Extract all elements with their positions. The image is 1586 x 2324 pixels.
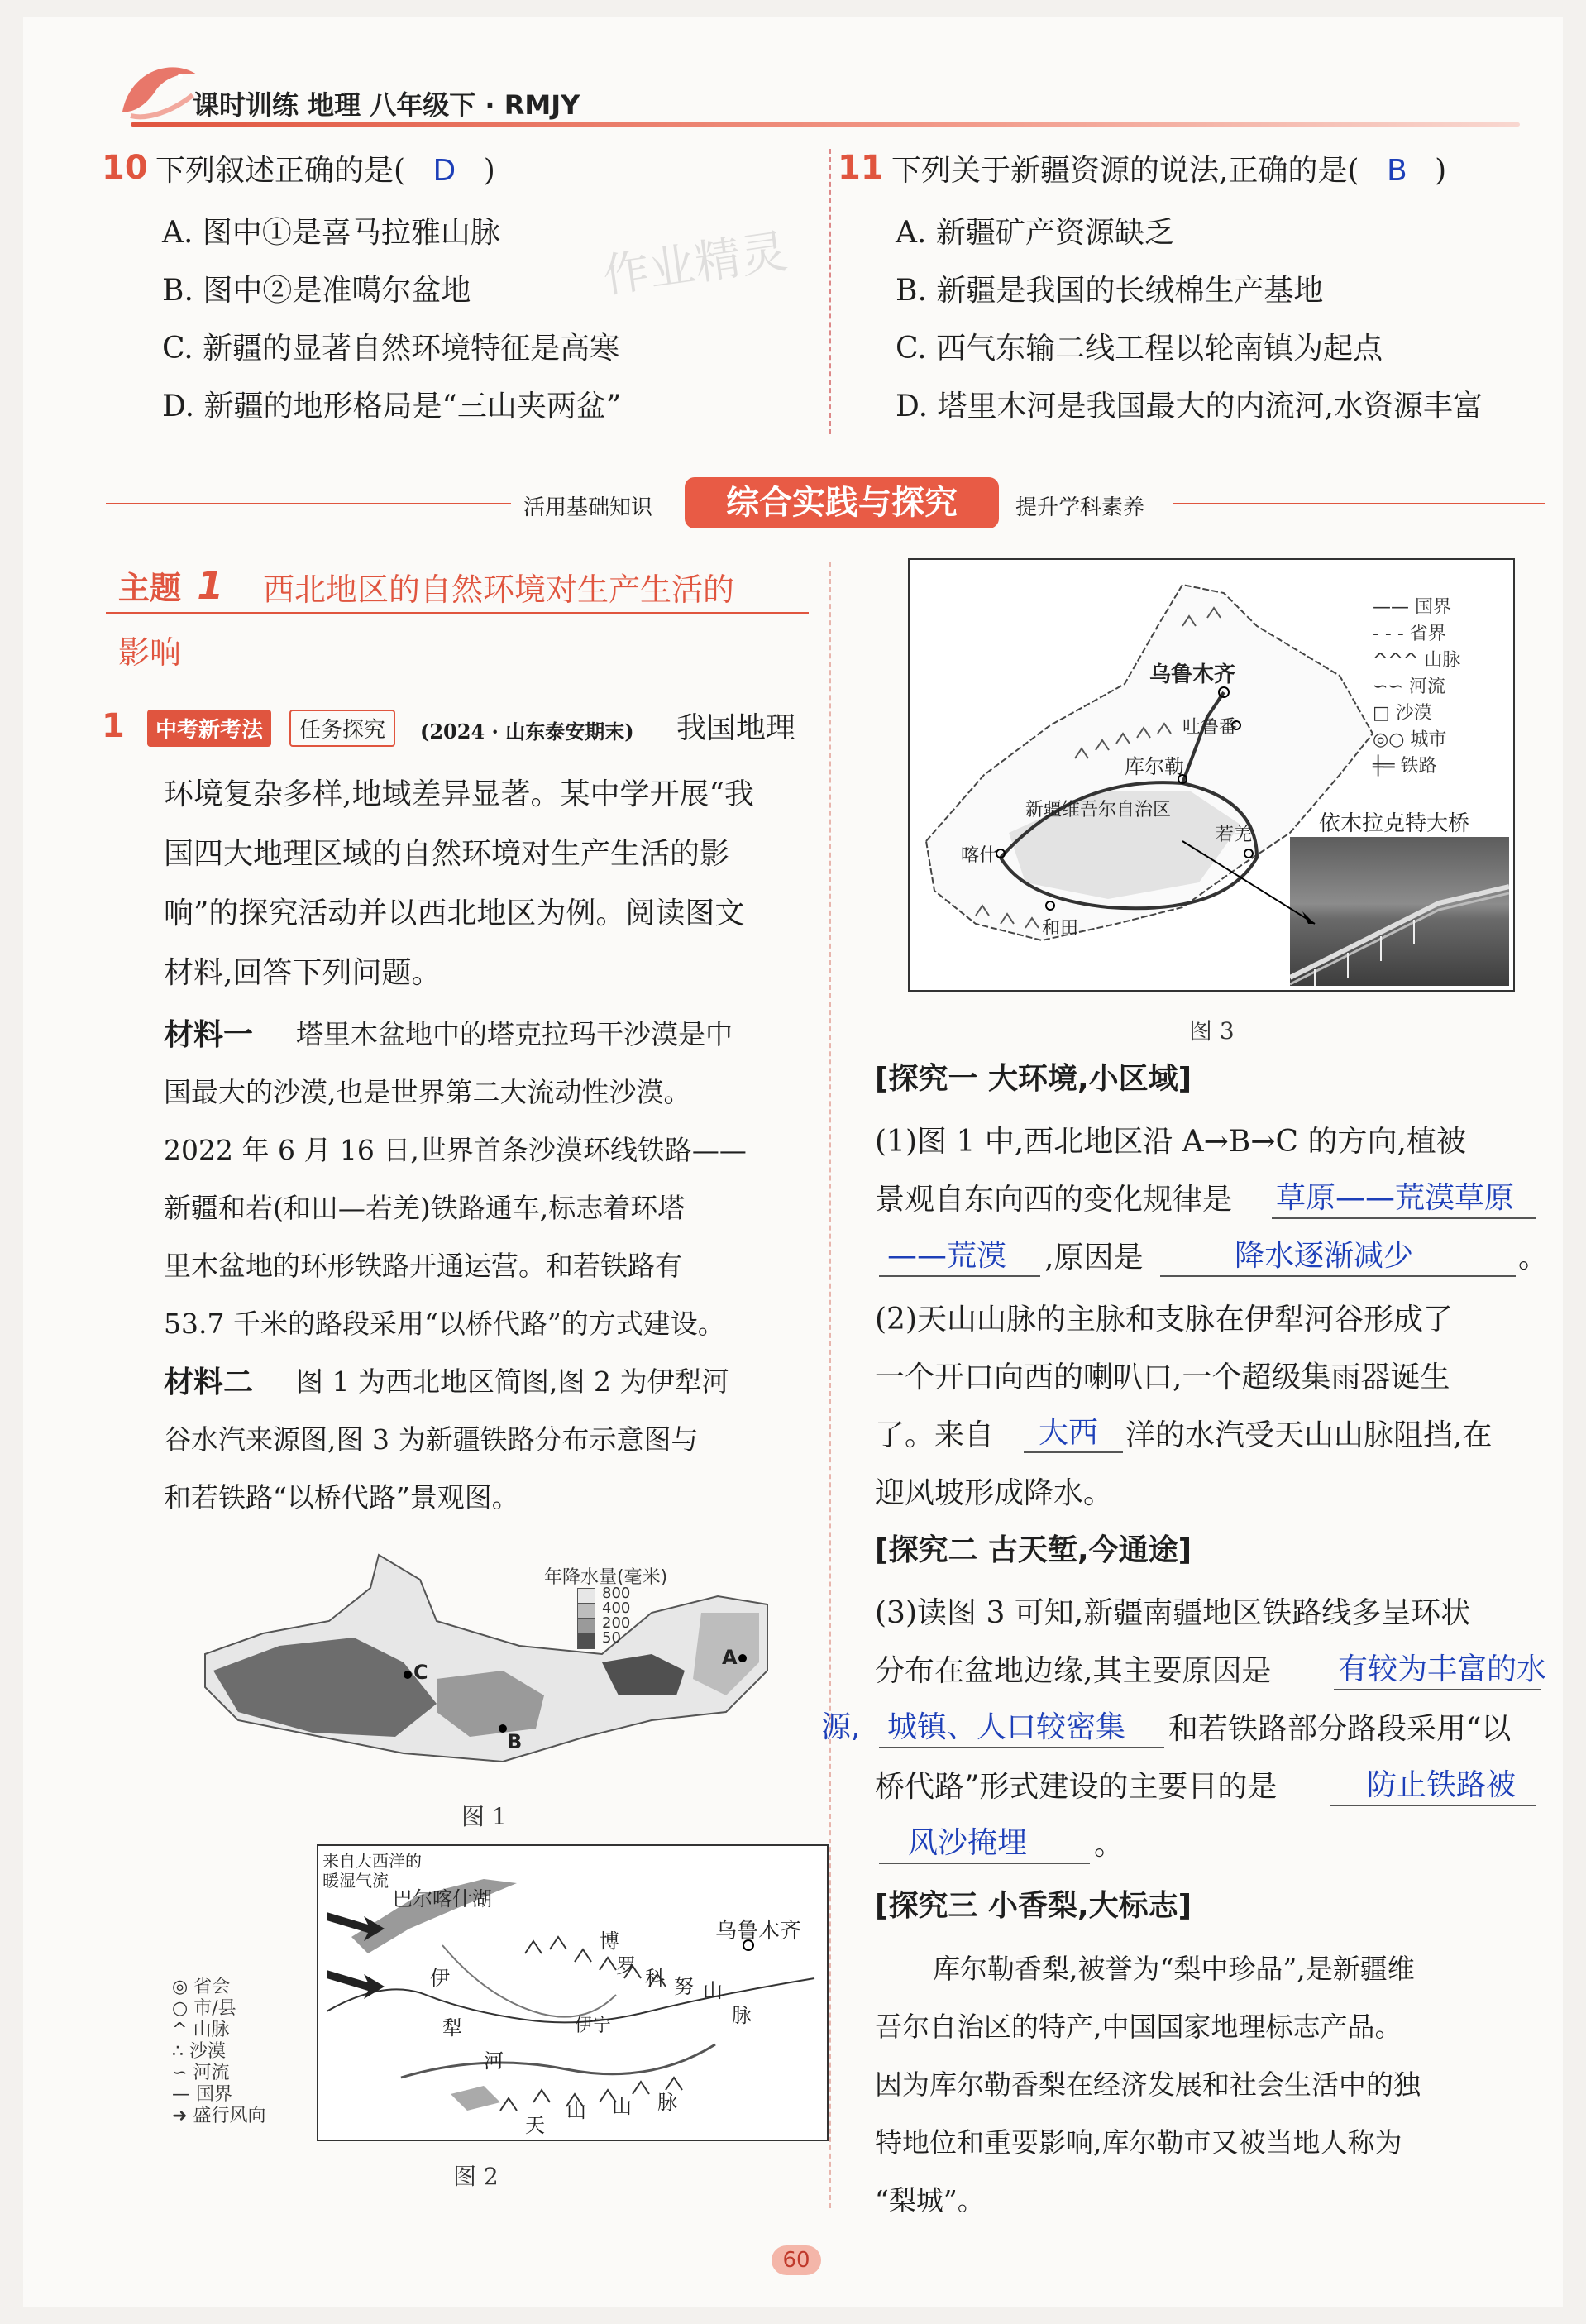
point-a-label: A — [722, 1646, 738, 1669]
bracket-right: ] — [1178, 1533, 1192, 1567]
legend-swatch-200 — [577, 1618, 595, 1634]
legend-value-400: 400 — [602, 1600, 631, 1617]
legend-value-800: 800 — [602, 1585, 631, 1602]
material-2-line-0: 图 1 为西北地区简图,图 2 为伊犁河 — [296, 1365, 729, 1398]
legend-label: 省会 — [193, 1977, 231, 1997]
legend-city: ○ 市/县 — [172, 1998, 236, 2019]
question-1-line-2: 国四大地理区域的自然环境对生产生活的影 — [164, 837, 730, 871]
legend-desert: □ 沙漠 — [1373, 703, 1432, 724]
inquiry-3-title-text: 探究三 小香梨,大标志 — [888, 1889, 1178, 1923]
inquiry-2-title — [875, 1526, 1192, 1576]
photo-title: 依木拉克特大桥 — [1319, 811, 1470, 836]
mountain-s-char-3: 山 — [612, 2095, 632, 2118]
tag-task: 任务探究 — [289, 710, 395, 747]
question-1-source: (2024 · 山东泰安期末) — [420, 720, 634, 744]
stem-text: 下列叙述正确的是( — [155, 154, 406, 188]
arrow-2 — [327, 1970, 385, 1999]
material-2-line-1: 谷水汽来源图,图 3 为新疆铁路分布示意图与 — [164, 1423, 699, 1456]
question-1-line-3: 响”的探究活动并以西北地区为例。阅读图文 — [164, 897, 745, 930]
legend-label: 铁路 — [1400, 756, 1437, 777]
point-c-label: C — [413, 1661, 428, 1684]
pointer-arrow-icon — [1174, 833, 1340, 932]
point-c-marker — [404, 1671, 412, 1679]
question-11-option-a: A. 新疆矿产资源缺乏 — [896, 216, 1174, 250]
inquiry-2-q3-answer-1: 有较为丰富的水 — [1338, 1652, 1547, 1686]
inquiry-3-line-4: “梨城”。 — [875, 2184, 985, 2216]
figure-2-legend — [172, 1973, 304, 2138]
legend-swatch-50 — [577, 1633, 595, 1649]
mountain-s-char-2: 山 — [566, 2099, 586, 2122]
figure-1-caption: 图 1 — [461, 1803, 507, 1830]
figure-1-legend — [544, 1563, 709, 1654]
answer-underline — [1330, 1805, 1536, 1806]
mountain-n-char-2: 罗 — [616, 1954, 636, 1977]
legend-value-200: 200 — [602, 1614, 631, 1632]
legend-label: 沙漠 — [189, 2041, 227, 2062]
watermark: 作业精灵 — [600, 224, 791, 304]
material-1-line-2: 2022 年 6 月 16 日,世界首条沙漠环线铁路—— — [164, 1134, 747, 1166]
material-1-line-1: 国最大的沙漠,也是世界第二大流动性沙漠。 — [164, 1076, 691, 1108]
legend-provincial-capital: ◎ 省会 — [172, 1977, 231, 1997]
material-2-label: 材料二 — [164, 1365, 254, 1399]
bracket-left: [ — [875, 1062, 889, 1096]
inquiry-3-line-2: 因为库尔勒香梨在经济发展和社会生活中的独 — [875, 2068, 1421, 2101]
question-11-option-c: C. 西气东输二线工程以轮南镇为起点 — [896, 332, 1383, 366]
bracket-right: ] — [1178, 1062, 1192, 1096]
ili-river — [401, 2044, 715, 2078]
stem-end: ) — [483, 154, 495, 188]
legend-label: 山脉 — [193, 2020, 230, 2040]
answer-underline — [879, 1863, 1090, 1864]
banner-line-left — [106, 503, 511, 504]
legend-desert: ∴ 沙漠 — [172, 2041, 227, 2062]
wind-label-1: 来自大西洋的 — [322, 1851, 422, 1871]
legend-label: 国界 — [1415, 597, 1452, 618]
figure-1 — [189, 1538, 817, 1786]
inquiry-1-title — [875, 1054, 1192, 1104]
question-1-line-0: 我国地理 — [676, 711, 796, 745]
question-1-number: 1 — [102, 707, 125, 745]
legend-river: ∽∽ 河流 — [1373, 677, 1445, 697]
question-10-option-d: D. 新疆的地形格局是“三山夹两盆” — [162, 390, 622, 423]
inquiry-1-q1-line-b: 景观自东向西的变化规律是 — [875, 1183, 1233, 1217]
legend-label: 国界 — [196, 2084, 233, 2105]
legend-label: 山脉 — [1424, 650, 1461, 671]
question-10-number: 10 — [102, 149, 148, 187]
material-1-line-5: 53.7 千米的路段采用“以桥代路”的方式建设。 — [164, 1308, 725, 1340]
legend-wind: ➜ 盛行风向 — [172, 2106, 266, 2126]
legend-provincial-border: - - - 省界 — [1373, 624, 1446, 644]
inquiry-1-q2-line-c2: 洋的水汽受天山山脉阻挡,在 — [1125, 1418, 1493, 1452]
city-ruoqiang: 若羌 — [1216, 825, 1253, 845]
inquiry-2-q3-line-a: (3)读图 3 可知,新疆南疆地区铁路线多呈环状 — [875, 1596, 1471, 1630]
material-1-line-4: 里木盆地的环形铁路开通运营。和若铁路有 — [164, 1250, 682, 1282]
mountain-s-char-1: 天 — [525, 2114, 545, 2137]
legend-national-border: —— 国界 — [1373, 597, 1452, 618]
city-label-urumqi: 乌鲁木齐 — [715, 1919, 802, 1944]
column-divider-top — [829, 149, 831, 434]
mountain-n-char-3: 科 — [645, 1967, 665, 1990]
inquiry-2-q3-answer-4: 风沙掩埋 — [908, 1826, 1028, 1860]
inquiry-1-q2-line-a: (2)天山山脉的主脉和支脉在伊犁河谷形成了 — [875, 1303, 1453, 1337]
city-korla: 库尔勒 — [1125, 755, 1184, 778]
legend-border: — 国界 — [172, 2084, 233, 2105]
answer-underline — [1334, 1689, 1541, 1690]
inquiry-1-q1-line-a: (1)图 1 中,西北地区沿 A→B→C 的方向,植被 — [875, 1125, 1466, 1159]
inquiry-2-q3-answer-2b: 城镇、人口较密集 — [887, 1710, 1126, 1744]
header — [23, 17, 1563, 141]
legend-label: 省界 — [1409, 624, 1446, 644]
question-10-stem — [155, 153, 495, 189]
question-10-option-c: C. 新疆的显著自然环境特征是高寒 — [162, 332, 620, 366]
legend-mountain: ^^^ 山脉 — [1373, 650, 1461, 671]
page-number-text: 60 — [782, 2248, 810, 2273]
mountain-range-south — [500, 2078, 682, 2111]
inquiry-1-q1-end: 。 — [1518, 1241, 1549, 1274]
river-char-1: 伊 — [430, 1967, 450, 1990]
question-11-number: 11 — [838, 149, 884, 187]
point-b-label: B — [507, 1730, 523, 1753]
stem-end: ) — [1435, 154, 1447, 188]
inquiry-1-q2-line-b: 一个开口向西的喇叭口,一个超级集雨器诞生 — [875, 1360, 1450, 1394]
inquiry-3-line-3: 特地位和重要影响,库尔勒市又被当地人称为 — [875, 2126, 1402, 2159]
inquiry-1-q2-answer: 大西 — [1039, 1416, 1099, 1450]
city-turpan: 吐鲁番 — [1182, 717, 1238, 738]
topic-label-text: 主题 — [118, 570, 182, 606]
figure-2-frame — [317, 1844, 829, 2141]
legend-city: ◎○ 城市 — [1373, 729, 1447, 750]
inquiry-2-q3-answer-3: 防止铁路被 — [1367, 1768, 1517, 1802]
answer-underline — [1160, 1275, 1516, 1277]
bracket-left: [ — [875, 1889, 889, 1923]
bracket-left: [ — [875, 1533, 889, 1567]
mountain-n-char-6: 脉 — [732, 2004, 752, 2027]
material-2-line-2: 和若铁路“以桥代路”景观图。 — [164, 1481, 519, 1513]
legend-label: 市/县 — [193, 1998, 236, 2019]
legend-swatch-800 — [577, 1588, 595, 1604]
topic-title-line1: 西北地区的自然环境对生产生活的 — [263, 571, 735, 608]
topic-underline-1 — [106, 612, 809, 614]
legend-river: ∽ 河流 — [172, 2063, 230, 2083]
tag-new-exam: 中考新考法 — [147, 710, 271, 747]
question-10-option-b: B. 图中②是准噶尔盆地 — [162, 274, 471, 308]
banner-line-right — [1173, 503, 1545, 504]
answer-text: D — [432, 154, 456, 188]
legend-title: 年降水量(毫米) — [544, 1567, 668, 1588]
mountain-n-char-1: 博 — [600, 1929, 619, 1953]
inquiry-2-q3-line-c: 和若铁路部分路段采用“以 — [1168, 1712, 1512, 1746]
topic-label — [118, 562, 223, 608]
legend-label: 河流 — [1408, 677, 1445, 697]
banner-right-text: 提升学科素养 — [1015, 495, 1145, 520]
inquiry-3-title — [875, 1882, 1192, 1931]
answer-underline — [879, 1275, 1040, 1277]
inquiry-2-q3-line-d: 桥代路”形式建设的主要目的是 — [875, 1770, 1278, 1804]
header-rule — [131, 122, 1520, 127]
material-1-line-0: 塔里木盆地中的塔克拉玛干沙漠是中 — [296, 1018, 733, 1050]
legend-mountain: ^ 山脉 — [172, 2020, 230, 2040]
town-label: 伊宁 — [575, 2016, 612, 2036]
region-label: 新疆维吾尔自治区 — [1025, 800, 1172, 820]
question-11-stem — [891, 153, 1446, 189]
answer-underline — [1024, 1451, 1123, 1453]
inquiry-2-q3-line-b: 分布在盆地边缘,其主要原因是 — [875, 1654, 1272, 1688]
mountain-n-char-4: 努 — [674, 1975, 694, 1998]
figure-2 — [172, 1844, 834, 2142]
answer-underline — [1272, 1217, 1536, 1219]
material-1-label: 材料一 — [164, 1017, 254, 1052]
mountain-n-char-5: 山 — [703, 1979, 723, 2002]
bracket-right: ] — [1178, 1889, 1192, 1923]
inquiry-1-q2-line-c1: 了。来自 — [875, 1418, 995, 1452]
question-1-line-1: 环境复杂多样,地域差异显著。某中学开展“我 — [164, 777, 754, 811]
figure-2-caption: 图 2 — [453, 2163, 499, 2190]
page-number — [772, 2245, 821, 2275]
river-2 — [442, 1945, 616, 2017]
inquiry-1-q2-line-d: 迎风坡形成降水。 — [875, 1476, 1114, 1510]
section-banner — [106, 476, 1545, 533]
answer-underline — [879, 1747, 1164, 1748]
point-a-marker — [738, 1654, 747, 1662]
legend-value-50: 50 — [602, 1629, 621, 1647]
figure-3 — [908, 558, 1515, 992]
page — [23, 17, 1563, 2307]
inquiry-1-q1-answer-3: 降水逐渐减少 — [1235, 1239, 1414, 1273]
column-divider-bottom — [829, 562, 831, 2208]
inquiry-2-q3-end: 。 — [1094, 1828, 1125, 1862]
legend-label: 城市 — [1410, 729, 1447, 750]
mountain-s-char-4: 脉 — [657, 2091, 677, 2114]
question-1-line-4: 材料,回答下列问题。 — [164, 956, 442, 990]
figure-3-legend — [1373, 593, 1505, 783]
topic-number: 1 — [197, 563, 224, 608]
legend-label: 河流 — [193, 2063, 230, 2083]
river-char-3: 河 — [484, 2049, 504, 2073]
header-title: 课时训练 地理 八年级下 · RMJY — [193, 89, 580, 121]
legend-swatch-400 — [577, 1603, 595, 1619]
question-11-option-d: D. 塔里木河是我国最大的内流河,水资源丰富 — [896, 390, 1483, 423]
legend-label: 盛行风向 — [193, 2106, 266, 2126]
inquiry-3-line-1: 吾尔自治区的特产,中国国家地理标志产品。 — [875, 2011, 1402, 2043]
city-urumqi: 乌鲁木齐 — [1149, 662, 1236, 687]
question-10-option-a: A. 图中①是喜马拉雅山脉 — [162, 216, 500, 250]
lake-label: 巴尔喀什湖 — [393, 1887, 492, 1910]
banner-center-text: 综合实践与探究 — [726, 484, 958, 522]
material-1-line-3: 新疆和若(和田—若羌)铁路通车,标志着环塔 — [164, 1192, 686, 1224]
legend-railway: ╪═ 铁路 — [1373, 756, 1437, 777]
answer-text: B — [1386, 154, 1407, 188]
point-b-marker — [499, 1724, 507, 1733]
dolphin-logo-icon — [114, 54, 205, 128]
city-kashgar: 喀什 — [961, 845, 998, 866]
banner-center — [685, 477, 999, 528]
inquiry-2-q3-answer-2a: 源, — [821, 1710, 861, 1744]
inquiry-1-q1-answer-1: 草原——荒漠草原 — [1276, 1181, 1515, 1215]
topic-header — [106, 554, 825, 678]
question-11-option-b: B. 新疆是我国的长绒棉生产基地 — [896, 274, 1324, 308]
inquiry-1-title-text: 探究一 大环境,小区域 — [888, 1062, 1178, 1096]
small-lake — [451, 2086, 500, 2111]
inquiry-1-q1-answer-2: ——荒漠 — [887, 1239, 1007, 1273]
figure-3-caption: 图 3 — [1189, 1017, 1235, 1045]
legend-label: 沙漠 — [1395, 703, 1432, 724]
stem-text: 下列关于新疆资源的说法,正确的是( — [891, 154, 1359, 188]
inquiry-1-q1-line-c: ,原因是 — [1044, 1241, 1144, 1274]
topic-title-line2: 影响 — [118, 634, 182, 671]
wind-label-2: 暖湿气流 — [322, 1871, 389, 1891]
inquiry-2-title-text: 探究二 古天堑,今通途 — [888, 1533, 1178, 1567]
city-hotan: 和田 — [1042, 918, 1079, 939]
river-char-2: 犁 — [442, 2016, 462, 2039]
inquiry-3-line-0: 库尔勒香梨,被誉为“梨中珍品”,是新疆维 — [933, 1953, 1415, 1985]
banner-left-text: 活用基础知识 — [523, 495, 653, 520]
